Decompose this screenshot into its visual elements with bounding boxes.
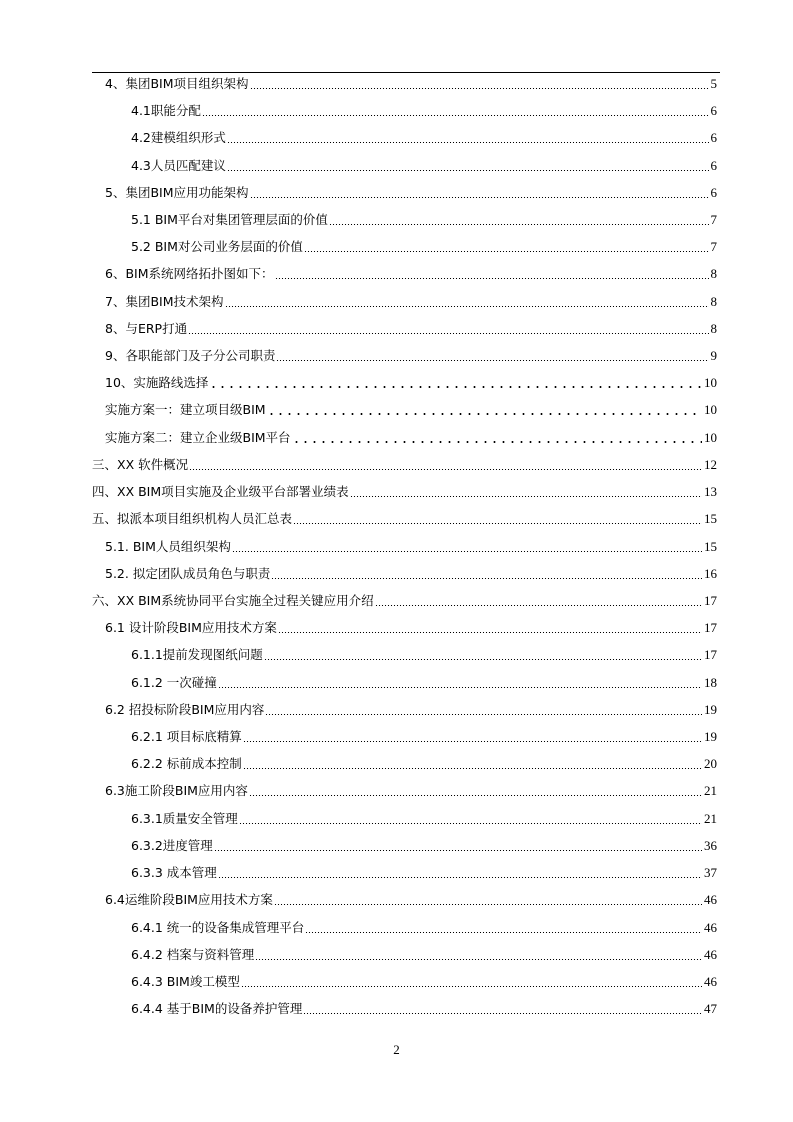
toc-entry[interactable] — [92, 482, 717, 502]
toc-leader-dots — [241, 972, 702, 992]
toc-leader-dots — [250, 74, 709, 94]
toc-leader-dots — [278, 618, 702, 638]
toc-leader-dots — [275, 264, 709, 284]
toc-entry-title: 4.3人员匹配建议 — [131, 158, 226, 173]
toc-entry-title: 6.3.2进度管理 — [131, 838, 213, 853]
toc-entry[interactable] — [105, 183, 717, 203]
toc-entry-page: 10 — [704, 430, 717, 445]
toc-leader-dots — [267, 400, 702, 420]
toc-leader-dots — [375, 591, 702, 611]
toc-entry-title: 实施方案二：建立企业级BIM平台 — [105, 430, 291, 445]
toc-entry-title: 6.4.1 统一的设备集成管理平台 — [131, 920, 305, 935]
toc-entry[interactable] — [105, 564, 717, 584]
toc-entry-page: 19 — [704, 702, 717, 717]
toc-entry[interactable] — [105, 781, 717, 801]
toc-entry[interactable] — [131, 863, 717, 883]
toc-entry-page: 8 — [710, 294, 717, 309]
toc-entry[interactable] — [131, 945, 717, 965]
toc-entry[interactable] — [131, 210, 717, 230]
toc-entry[interactable] — [131, 673, 717, 693]
toc-entry-title: 6、BIM系统网络拓扑图如下： — [105, 266, 274, 281]
toc-entry[interactable] — [105, 618, 717, 638]
toc-entry[interactable] — [131, 237, 717, 257]
toc-entry[interactable] — [131, 754, 717, 774]
toc-leader-dots — [274, 890, 702, 910]
toc-entry[interactable] — [131, 918, 717, 938]
toc-entry[interactable] — [105, 264, 717, 284]
toc-entry-title: 三、XX 软件概况 — [92, 457, 189, 472]
toc-entry-title: 6.4运维阶段BIM应用技术方案 — [105, 892, 273, 907]
toc-entry-title: 9、各职能部门及子分公司职责 — [105, 348, 276, 363]
toc-entry-title: 5.2 BIM对公司业务层面的价值 — [131, 239, 303, 254]
toc-leader-dots — [232, 537, 702, 557]
toc-entry-page: 47 — [704, 1001, 717, 1016]
toc-leader-dots — [209, 373, 702, 393]
toc-entry-title: 6.1 设计阶段BIM应用技术方案 — [105, 620, 277, 635]
toc-entry-page: 9 — [710, 348, 717, 363]
toc-entry-page: 17 — [704, 647, 717, 662]
toc-leader-dots — [303, 999, 702, 1019]
toc-entry-page: 8 — [710, 321, 717, 336]
toc-entry[interactable] — [105, 373, 717, 393]
toc-entry-page: 19 — [704, 729, 717, 744]
toc-entry-page: 18 — [704, 675, 717, 690]
toc-leader-dots — [265, 700, 702, 720]
toc-entry-title: 6.4.2 档案与资料管理 — [131, 947, 255, 962]
toc-entry[interactable] — [131, 645, 717, 665]
toc-leader-dots — [243, 754, 702, 774]
toc-entry[interactable] — [105, 400, 717, 420]
toc-leader-dots — [350, 482, 702, 502]
toc-leader-dots — [218, 863, 702, 883]
toc-entry-page: 20 — [704, 756, 717, 771]
toc-entry-page: 10 — [704, 375, 717, 390]
toc-entry-page: 21 — [704, 783, 717, 798]
toc-entry-page: 16 — [704, 566, 717, 581]
toc-entry-title: 7、集团BIM技术架构 — [105, 294, 224, 309]
toc-entry-title: 5、集团BIM应用功能架构 — [105, 185, 249, 200]
toc-entry-title: 6.3施工阶段BIM应用内容 — [105, 783, 248, 798]
toc-entry[interactable] — [105, 537, 717, 557]
toc-leader-dots — [329, 210, 709, 230]
toc-entry-title: 6.3.3 成本管理 — [131, 865, 217, 880]
toc-leader-dots — [250, 183, 709, 203]
toc-leader-dots — [202, 101, 709, 121]
toc-leader-dots — [292, 428, 702, 448]
toc-leader-dots — [271, 564, 702, 584]
toc-leader-dots — [189, 455, 702, 475]
toc-entry-title: 六、XX BIM系统协同平台实施全过程关键应用介绍 — [92, 593, 374, 608]
toc-entry[interactable] — [131, 999, 717, 1019]
toc-entry-page: 21 — [704, 811, 717, 826]
toc-entry-page: 17 — [704, 593, 717, 608]
toc-entry[interactable] — [131, 128, 717, 148]
toc-entry-title: 6.3.1质量安全管理 — [131, 811, 238, 826]
toc-entry-page: 8 — [710, 266, 717, 281]
toc-entry[interactable] — [131, 727, 717, 747]
toc-entry-page: 6 — [710, 130, 717, 145]
toc-entry-title: 6.1.2 一次碰撞 — [131, 675, 217, 690]
toc-entry-title: 6.2.2 标前成本控制 — [131, 756, 242, 771]
toc-entry[interactable] — [131, 836, 717, 856]
toc-entry[interactable] — [105, 428, 717, 448]
toc-entry-title: 6.4.4 基于BIM的设备养护管理 — [131, 1001, 303, 1016]
toc-entry[interactable] — [105, 292, 717, 312]
toc-entry[interactable] — [105, 319, 717, 339]
toc-entry-title: 4.2建模组织形式 — [131, 130, 226, 145]
toc-leader-dots — [276, 346, 708, 366]
toc-entry-page: 7 — [710, 212, 717, 227]
toc-entry-page: 6 — [710, 103, 717, 118]
toc-entry[interactable] — [92, 455, 717, 475]
page-number: 2 — [393, 1042, 400, 1057]
toc-entry-page: 12 — [704, 457, 717, 472]
toc-entry-page: 7 — [710, 239, 717, 254]
toc-entry-page: 46 — [704, 920, 717, 935]
toc-entry[interactable] — [92, 509, 717, 529]
toc-entry[interactable] — [131, 156, 717, 176]
toc-entry-page: 6 — [710, 158, 717, 173]
toc-entry-title: 6.4.3 BIM竣工模型 — [131, 974, 240, 989]
toc-entry-title: 8、与ERP打通 — [105, 321, 188, 336]
toc-entry[interactable] — [131, 101, 717, 121]
toc-entry[interactable] — [105, 346, 717, 366]
toc-leader-dots — [227, 128, 709, 148]
toc-leader-dots — [249, 781, 702, 801]
toc-entry-title: 5.1 BIM平台对集团管理层面的价值 — [131, 212, 328, 227]
toc-leader-dots — [218, 673, 702, 693]
toc-entry-page: 6 — [710, 185, 717, 200]
toc-entry-title: 4.1职能分配 — [131, 103, 201, 118]
toc-entry[interactable] — [131, 809, 717, 829]
toc-entry-page: 46 — [704, 947, 717, 962]
toc-entry-title: 6.2 招投标阶段BIM应用内容 — [105, 702, 265, 717]
toc-leader-dots — [305, 918, 702, 938]
toc-entry-title: 5.2. 拟定团队成员角色与职责 — [105, 566, 271, 581]
toc-entry-page: 17 — [704, 620, 717, 635]
header-rule — [92, 72, 720, 73]
toc-leader-dots — [227, 156, 709, 176]
toc-entry-title: 五、拟派本项目组织机构人员汇总表 — [92, 511, 293, 526]
toc-entry-title: 4、集团BIM项目组织架构 — [105, 76, 249, 91]
toc-leader-dots — [304, 237, 709, 257]
toc-entry-page: 13 — [704, 484, 717, 499]
toc-leader-dots — [264, 645, 702, 665]
toc-entry[interactable] — [92, 591, 717, 611]
toc-entry-page: 15 — [704, 511, 717, 526]
toc-leader-dots — [188, 319, 708, 339]
toc-entry-page: 46 — [704, 974, 717, 989]
toc-entry-page: 10 — [704, 402, 717, 417]
toc-entry-page: 37 — [704, 865, 717, 880]
toc-leader-dots — [243, 727, 702, 747]
toc-leader-dots — [255, 945, 702, 965]
toc-entry[interactable] — [105, 700, 717, 720]
toc-entry-page: 46 — [704, 892, 717, 907]
toc-entry-page: 5 — [710, 76, 717, 91]
toc-entry-title: 实施方案一：建立项目级BIM — [105, 402, 266, 417]
toc-entry-page: 36 — [704, 838, 717, 853]
toc-leader-dots — [293, 509, 702, 529]
toc-entry[interactable] — [105, 890, 717, 910]
toc-entry-title: 6.1.1提前发现图纸问题 — [131, 647, 263, 662]
toc-entry[interactable] — [105, 74, 717, 94]
toc-leader-dots — [239, 809, 702, 829]
toc-entry-title: 10、实施路线选择 — [105, 375, 209, 390]
toc-leader-dots — [225, 292, 709, 312]
toc-entry-title: 5.1. BIM人员组织架构 — [105, 539, 231, 554]
toc-entry-page: 15 — [704, 539, 717, 554]
toc-leader-dots — [214, 836, 702, 856]
toc-entry[interactable] — [131, 972, 717, 992]
toc-entry-title: 四、XX BIM项目实施及企业级平台部署业绩表 — [92, 484, 349, 499]
toc-entry-title: 6.2.1 项目标底精算 — [131, 729, 242, 744]
